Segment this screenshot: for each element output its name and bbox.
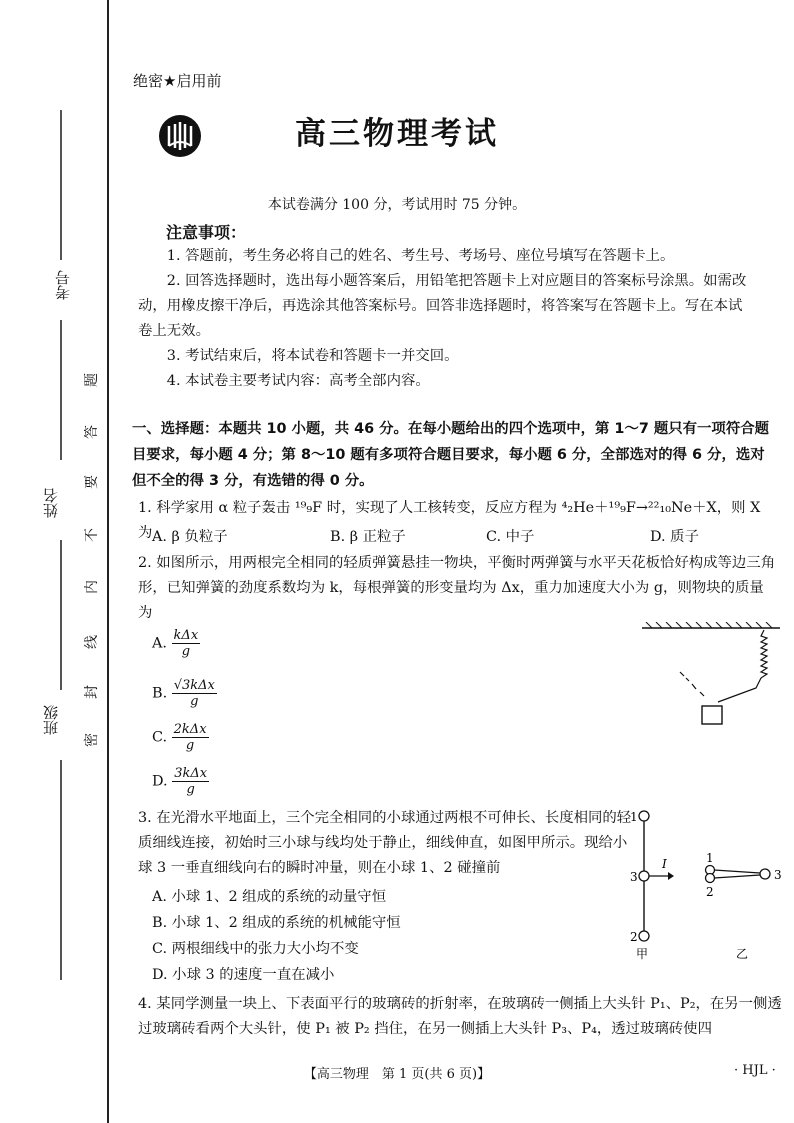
yi-ball-3-label: 3 (774, 868, 782, 882)
page-title: 高三物理考试 (295, 116, 499, 152)
fraction (172, 766, 209, 797)
seal-char: 不 (84, 528, 100, 542)
q2-option-c (152, 722, 209, 753)
numerator: kΔx (173, 628, 199, 643)
notice-heading: 注意事项： (166, 223, 247, 242)
exam-no-label: 考号 (54, 270, 72, 300)
question-4-stem: 4. 某同学测量一块上、下表面平行的玻璃砖的折射率，在玻璃砖一侧插上大头针 P₁、P₂，在另一侧透过玻璃砖看两个大头针，使 P₁ 被 P₂ 挡住，在另一侧插上大头针 P₃、P₄，透过玻璃砖使四 (138, 996, 782, 1037)
fraction (172, 678, 217, 709)
question-1-stem: 1. 科学家用 α 粒子轰击 ¹⁹₉F 时，实现了人工核转变，反应方程为 ⁴₂He＋¹⁹₉F→²²₁₀Ne＋X，则 X 为 (138, 500, 761, 541)
class-label: 班级 (42, 705, 60, 735)
numerator: 3kΔx (174, 766, 208, 781)
q3-option-b: B. 小球 1、2 组成的系统的机械能守恒 (152, 915, 401, 931)
footer-code: · HJL · (734, 1063, 776, 1078)
jia-ball-3-label: 3 (630, 870, 638, 884)
denominator: g (190, 694, 199, 709)
fraction (172, 628, 201, 659)
jia-ball-1-label: 1 (630, 810, 638, 824)
option-label: C. (152, 729, 168, 746)
option-label: B. (152, 685, 168, 702)
yi-ball-1-label: 1 (706, 851, 714, 865)
class-fill-line (60, 540, 62, 690)
q2-option-b (152, 678, 217, 709)
q3-option-a: A. 小球 1、2 组成的系统的动量守恒 (152, 889, 387, 905)
seal-char: 内 (84, 580, 100, 594)
seal-char: 封 (84, 685, 100, 699)
figure-jia-label: 甲 (636, 947, 649, 961)
notice-item-4: 4. 本试卷主要考试内容：高考全部内容。 (166, 373, 430, 389)
denominator: g (181, 644, 191, 659)
numerator: 2kΔx (173, 722, 207, 737)
q3-option-d: D. 小球 3 的速度一直在减小 (152, 967, 335, 983)
q3-option-c: C. 两根细线中的张力大小均不变 (152, 941, 359, 957)
section-heading: 一、选择题：本题共 10 小题，共 46 分。在每小题给出的四个选项中，第 1～7 题只有一项符合题目要求，每小题 4 分；第 8～10 题有多项符合题目要求，每小题 6 分，全部选对的得 6 分，选对但不全的得 3 分，有选错的得 0 分。 (132, 421, 769, 489)
q1-option-c: C. 中子 (486, 529, 535, 545)
seal-char: 密 (84, 733, 100, 747)
seal-char: 题 (84, 373, 100, 387)
seal-char: 答 (84, 425, 100, 439)
jia-ball-2-label: 2 (630, 930, 638, 944)
name-label: 姓名 (42, 488, 60, 518)
denominator: g (185, 738, 195, 753)
denominator: g (186, 782, 195, 797)
confidential-mark: 绝密★启用前 (133, 72, 222, 90)
option-label: A. (152, 635, 167, 652)
exam-info: 本试卷满分 100 分，考试用时 75 分钟。 (267, 197, 527, 213)
fraction (172, 722, 209, 753)
notice-item-1: 1. 答题前，考生务必将自己的姓名、考生号、考场号、座位号填写在答题卡上。 (166, 248, 675, 264)
question-3-stem: 3. 在光滑水平地面上，三个完全相同的小球通过两根不可伸长、长度相同的轻质细线连接，初始时三小球与线均处于静止，细线伸直，如图甲所示。现给小球 3 一垂直细线向右的瞬时冲量，则在小球 1、2 碰撞前 (138, 810, 632, 876)
bottom-fill-line (60, 760, 62, 980)
numerator: √3kΔx (173, 678, 215, 693)
yi-ball-2-label: 2 (706, 885, 714, 899)
question-2-stem: 2. 如图所示，用两根完全相同的轻质弹簧悬挂一物块，平衡时两弹簧与水平天花板恰好构成等边三角形，已知弹簧的劲度系数均为 k，每根弹簧的形变量均为 Δx，重力加速度大小为 g，则物块的质量为 (138, 555, 776, 621)
q1-option-d: D. 质子 (650, 529, 699, 545)
figure-yi-label: 乙 (736, 947, 749, 961)
page-footer: 【高三物理 第 1 页(共 6 页)】 (303, 1067, 491, 1082)
option-label: D. (152, 773, 168, 790)
name-fill-line (60, 320, 62, 460)
binding-line (107, 0, 109, 1123)
spring-block-diagram (640, 622, 782, 734)
seal-char: 要 (84, 475, 100, 489)
q2-option-d (152, 766, 209, 797)
notice-item-2: 2. 回答选择题时，选出每小题答案后，用铅笔把答题卡上对应题目的答案标号涂黑。如需改动，用橡皮擦干净后，再选涂其他答案标号。回答非选择题时，将答案写在答题卡上。写在本试卷上无效。 (138, 273, 747, 339)
seal-char: 线 (84, 635, 100, 649)
q1-option-a: A. β 负粒子 (152, 529, 228, 545)
q2-option-a (152, 628, 200, 659)
three-balls-diagram (624, 806, 794, 962)
q1-option-b: B. β 正粒子 (330, 529, 406, 545)
notice-item-3: 3. 考试结束后，将本试卷和答题卡一并交回。 (166, 348, 459, 364)
impulse-label: I (662, 857, 667, 871)
